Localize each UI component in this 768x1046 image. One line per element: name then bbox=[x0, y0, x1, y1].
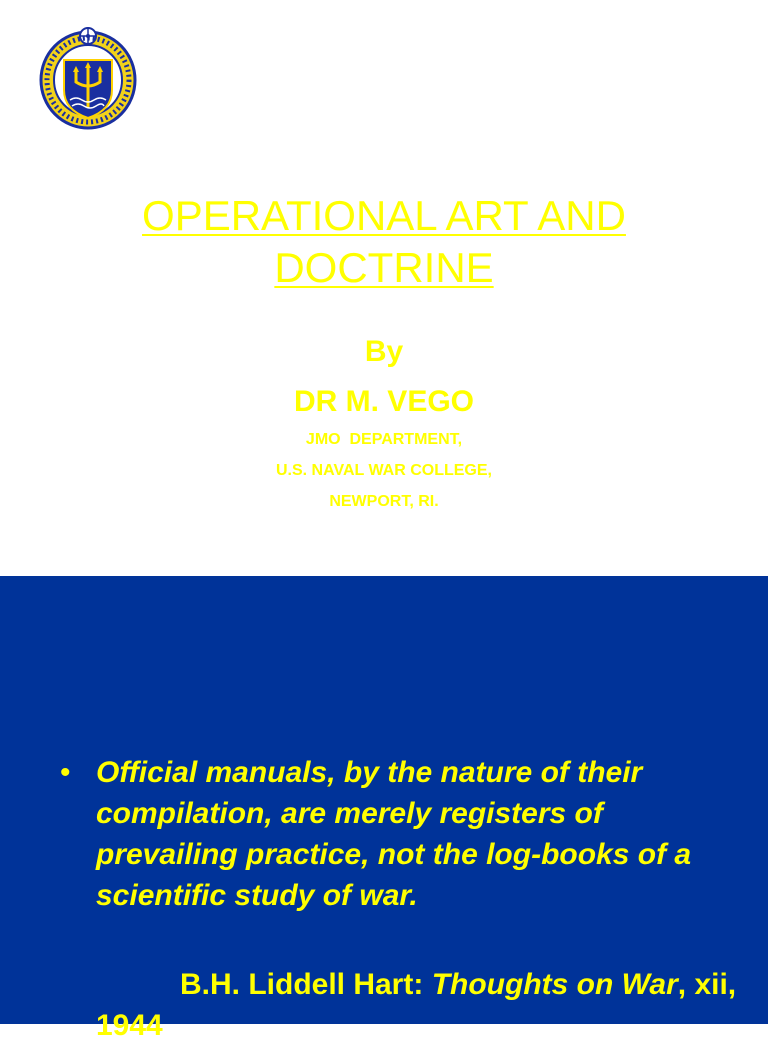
attribution-author: B.H. Liddell Hart: bbox=[180, 968, 432, 1001]
quote-text: Official manuals, by the nature of their compilation, are merely registers of prevailing practice, not the log-books of a scientific study of war. bbox=[96, 756, 692, 912]
title-line-1: OPERATIONAL ART AND bbox=[142, 192, 626, 239]
affiliation-college: U.S. NAVAL WAR COLLEGE, bbox=[275, 462, 492, 479]
author-name: DR M. VEGO bbox=[293, 385, 474, 418]
quote-slide bbox=[0, 576, 768, 1042]
page-title bbox=[0, 190, 768, 294]
by-label: By bbox=[364, 335, 404, 368]
attribution-rest: , xii, 1944 bbox=[96, 968, 737, 1042]
attribution-work: Thoughts on War bbox=[431, 968, 678, 1001]
naval-war-college-seal-icon bbox=[38, 26, 138, 130]
title-line-2: DOCTRINE bbox=[274, 244, 494, 291]
bullet-icon: • bbox=[60, 756, 71, 789]
quote-attribution bbox=[96, 964, 756, 1046]
affiliation-department: JMO DEPARTMENT, bbox=[305, 431, 463, 448]
affiliation-location: NEWPORT, RI. bbox=[329, 493, 439, 510]
